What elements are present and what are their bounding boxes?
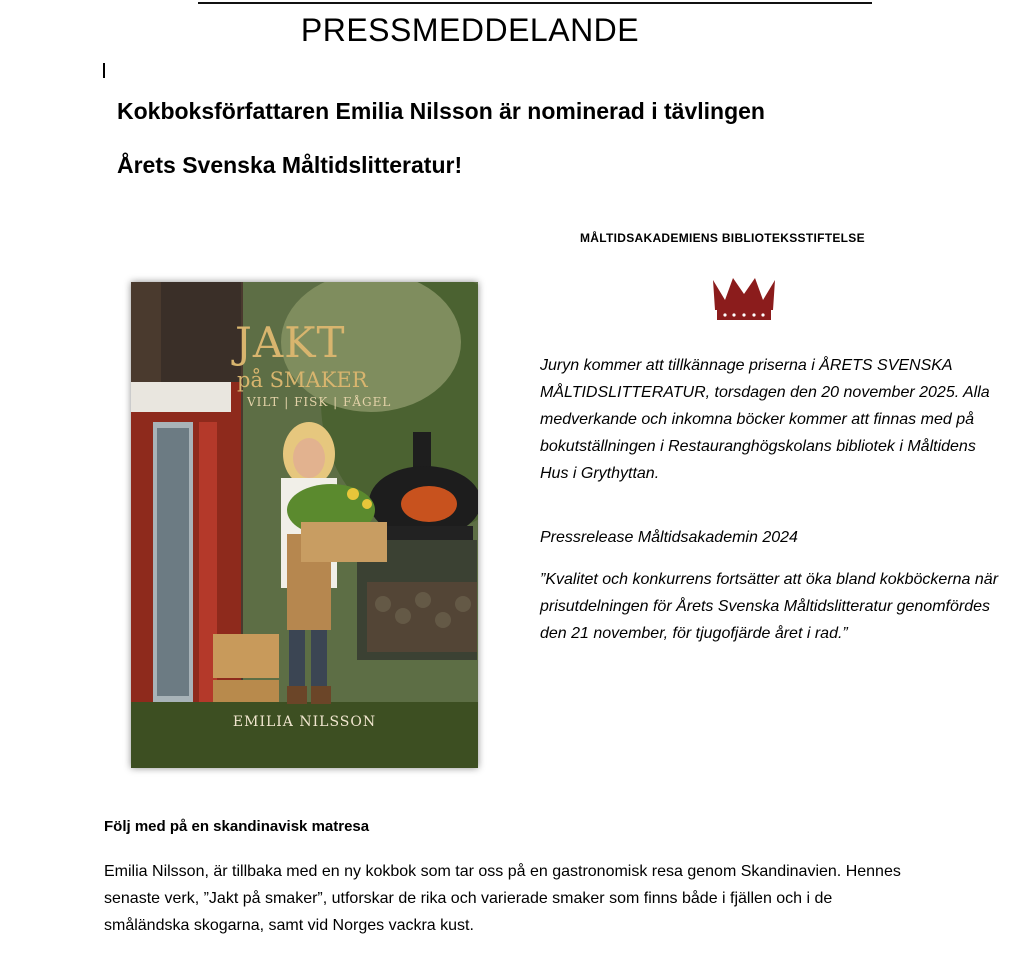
cover-subtitle: på SMAKER	[237, 368, 368, 392]
section-body: Emilia Nilsson, är tillbaka med en ny kokbok som tar oss på en gastronomisk resa genom Skandinavien. Hennes senaste verk, ”Jakt på smaker”, utforskar de rika och varierade smaker som finns både i fjällen och i de småländska skogarna, samt vid Norges vackra kust.	[104, 863, 901, 934]
cover-title: JAKT	[235, 318, 346, 367]
jury-announcement: Juryn kommer att tillkännage priserna i ÅRETS SVENSKA MÅLTIDSLITTERATUR, torsdagen den 20 november 2025. Alla medverkande och inkomna böcker kommer att finnas med på bokutställningen i Restauranghögskolans bibliotek i Måltidens Hus i Grythyttan.	[540, 357, 990, 482]
headline-line-1: Kokboksförfattaren Emilia Nilsson är nominerad i tävlingen	[117, 98, 765, 124]
book-cover-image	[131, 282, 478, 768]
cover-author: EMILIA NILSSON	[232, 714, 377, 730]
section-heading: Följ med på en skandinavisk matresa	[104, 818, 370, 835]
top-divider	[198, 2, 872, 4]
press-quote: ”Kvalitet och konkurrens fortsätter att öka bland kokböckerna när prisutdelningen för Årets Svenska Måltidslitteratur genomfördes den 21 november, för tjugofjärde året i rad.”	[540, 571, 999, 642]
document-title: PRESSMEDDELANDE	[300, 12, 640, 48]
cover-categories: VILT | FISK | FÅGEL	[247, 395, 392, 409]
organization-name: MÅLTIDSAKADEMIENS BIBLIOTEKSSTIFTELSE	[580, 231, 865, 245]
press-release-label: Pressrelease Måltidsakademin 2024	[540, 529, 798, 546]
text-cursor	[103, 63, 105, 78]
crown-icon	[709, 270, 779, 322]
headline-line-2: Årets Svenska Måltidslitteratur!	[117, 152, 463, 178]
